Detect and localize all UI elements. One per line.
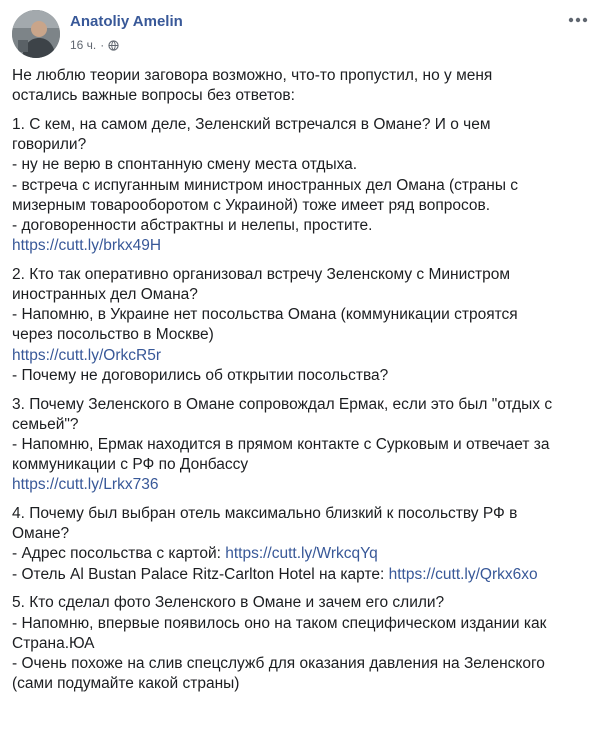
embassy-address-label: - Адрес посольства с картой: bbox=[12, 545, 226, 563]
question-title: 4. Почему был выбран отель максимально близкий к посольству РФ в bbox=[12, 505, 518, 523]
globe-icon[interactable] bbox=[108, 40, 119, 51]
question-title: Омане? bbox=[12, 525, 70, 543]
question-title: 5. Кто сделал фото Зеленского в Омане и зачем его слили? bbox=[12, 594, 445, 612]
question-point bbox=[12, 544, 592, 564]
question-point: - договоренности абстрактны и нелепы, простите. bbox=[12, 216, 373, 234]
meta-separator: · bbox=[100, 38, 105, 52]
post-body bbox=[12, 66, 592, 703]
question-title: 3. Почему Зеленского в Омане сопровождал Ермак, если это был "отдых с bbox=[12, 395, 553, 413]
question-5 bbox=[12, 593, 592, 694]
avatar[interactable] bbox=[12, 10, 60, 58]
question-point: через посольство в Москве) bbox=[12, 326, 214, 344]
intro-line: остались важные вопросы без ответов: bbox=[12, 87, 295, 105]
question-title: семьей"? bbox=[12, 415, 79, 433]
link-q3[interactable]: https://cutt.ly/Lrkx736 bbox=[12, 476, 159, 494]
question-point: - встреча с испуганным министром иностранных дел Омана (страны с bbox=[12, 176, 519, 194]
hotel-label: - Отель Al Bustan Palace Ritz-Carlton Hotel на карте: bbox=[12, 565, 389, 583]
link-q4-embassy[interactable]: https://cutt.ly/WrkcqYq bbox=[225, 545, 378, 563]
more-options-button[interactable] bbox=[566, 12, 590, 28]
post-meta bbox=[70, 38, 119, 52]
question-point: - Очень похоже на слив спецслужб для оказания давления на Зеленского bbox=[12, 654, 545, 672]
question-title: говорили? bbox=[12, 136, 87, 154]
question-point: - Напомню, Ермак находится в прямом контакте с Сурковым и отвечает за bbox=[12, 435, 550, 453]
question-4 bbox=[12, 504, 592, 585]
question-point: (сами подумайте какой страны) bbox=[12, 675, 240, 693]
question-point: - ну не верю в спонтанную смену места отдыха. bbox=[12, 156, 358, 174]
link-q1[interactable]: https://cutt.ly/brkx49H bbox=[12, 237, 162, 255]
intro-paragraph bbox=[12, 66, 592, 106]
question-title: иностранных дел Омана? bbox=[12, 286, 198, 304]
question-point: коммуникации с РФ по Донбассу bbox=[12, 456, 249, 474]
question-point: - Почему не договорились об открытии посольства? bbox=[12, 366, 389, 384]
author-name[interactable]: Anatoliy Amelin bbox=[70, 13, 183, 30]
question-point: Страна.ЮА bbox=[12, 634, 95, 652]
question-title: 2. Кто так оперативно организовал встречу Зеленскому с Министром bbox=[12, 265, 510, 283]
question-title: 1. С кем, на самом деле, Зеленский встречался в Омане? И о чем bbox=[12, 115, 491, 133]
post-time[interactable]: 16 ч. bbox=[70, 38, 97, 52]
link-q2[interactable]: https://cutt.ly/OrkcR5r bbox=[12, 346, 162, 364]
question-2 bbox=[12, 265, 592, 386]
question-point bbox=[12, 565, 592, 585]
question-1 bbox=[12, 115, 592, 256]
question-point: мизерным товарооборотом с Украиной) тоже имеет ряд вопросов. bbox=[12, 196, 491, 214]
question-3 bbox=[12, 395, 592, 496]
more-horizontal-icon bbox=[567, 17, 589, 23]
link-q4-hotel[interactable]: https://cutt.ly/Qrkx6xo bbox=[388, 565, 538, 583]
intro-line: Не люблю теории заговора возможно, что-то пропустил, но у меня bbox=[12, 67, 493, 84]
question-point: - Напомню, в Украине нет посольства Омана (коммуникации строятся bbox=[12, 306, 518, 324]
question-point: - Напомню, впервые появилось оно на таком специфическом издании как bbox=[12, 614, 547, 632]
